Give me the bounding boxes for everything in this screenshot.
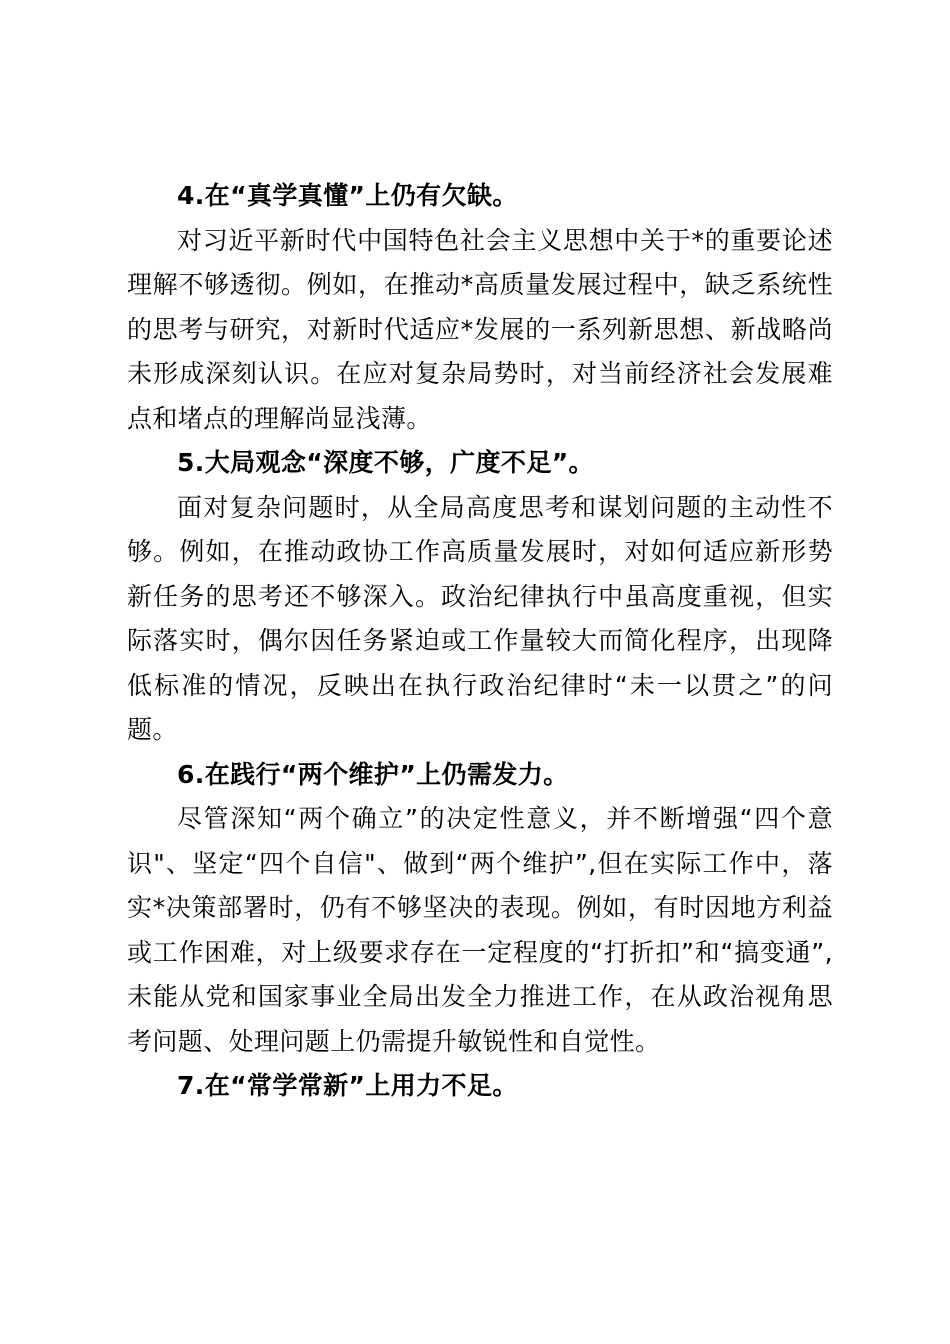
- document-body: [127, 174, 833, 1109]
- section-heading-6: 6.在践行“两个维护”上仍需发力。: [177, 759, 569, 789]
- section-heading-7: 7.在“常学常新”上用力不足。: [177, 1071, 518, 1100]
- section-paragraph-6: 尽管深知“两个确立”的决定性意义，并不断增强“四个意识"、坚定“四个自信"、做到“两个维护”,但在实际工作中，落实*决策部署时，仍有不够坚决的表现。例如，有时因地方利益或工作困难，对上级要求存在一定程度的“打折扣”和“搞变通”,未能从党和国家事业全局出发全力推进工作，在从政治视角思考问题、处理问题上仍需提升敏锐性和自觉性。: [127, 804, 833, 1056]
- section-paragraph-5: 面对复杂问题时，从全局高度思考和谋划问题的主动性不够。例如，在推动政协工作高质量发展时，对如何适应新形势新任务的思考还不够深入。政治纪律执行中虽高度重视，但实际落实时，偶尔因任务紧迫或工作量较大而简化程序，出现降低标准的情况，反映出在执行政治纪律时“未一以贯之”的问题。: [127, 492, 833, 744]
- section-heading-5: 5.大局观念“深度不够，广度不足”。: [177, 448, 594, 477]
- section-heading-4: 4.在“真学真懂”上仍有欠缺。: [177, 181, 518, 210]
- section-paragraph-4: 对习近平新时代中国特色社会主义思想中关于*的重要论述理解不够透彻。例如，在推动*高质量发展过程中，缺乏系统性的思考与研究，对新时代适应*发展的一系列新思想、新战略尚未形成深刻认识。在应对复杂局势时，对当前经济社会发展难点和堵点的理解尚显浅薄。: [127, 225, 833, 433]
